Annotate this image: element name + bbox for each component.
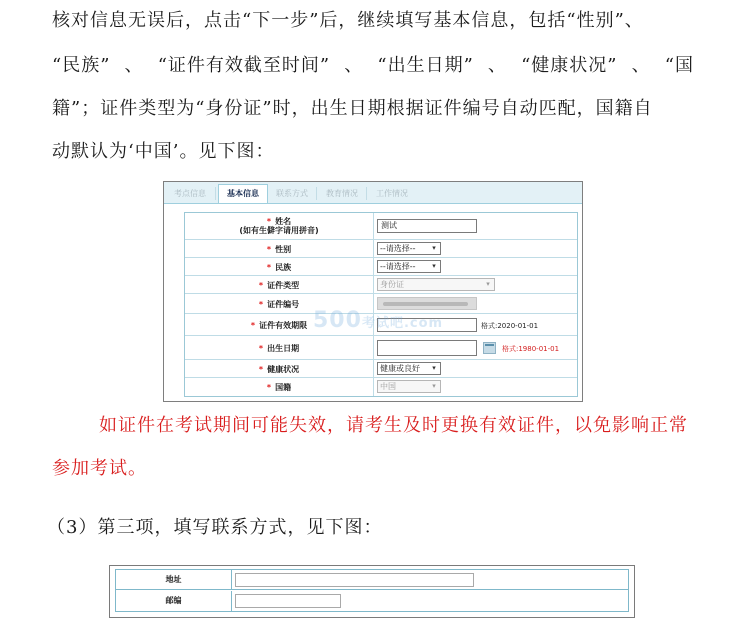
chevron-down-icon: ▾	[432, 364, 436, 372]
ethnicity-select[interactable]	[377, 260, 441, 273]
validity-format-hint: 格式:2020-01-01	[481, 322, 539, 330]
required-mark: *	[266, 383, 272, 392]
paragraph-line	[52, 51, 694, 77]
gender-label	[185, 244, 373, 255]
label-text: 证件类型	[267, 281, 300, 290]
chevron-down-icon: ▾	[432, 382, 436, 390]
text-span: “出生日期”	[377, 55, 474, 76]
label-text: 国籍	[275, 383, 292, 392]
birth-format-hint: 格式:1980-01-01	[502, 345, 560, 353]
tab-bar	[164, 182, 582, 204]
id-type-select[interactable]	[377, 278, 495, 291]
text-span: 、	[487, 55, 507, 76]
text-span: “健康状况”	[521, 55, 618, 76]
name-label	[185, 217, 373, 235]
select-value: 身份证	[380, 280, 404, 289]
label-text: 姓名	[275, 217, 292, 226]
name-input[interactable]: 测试	[377, 219, 477, 233]
tab-education[interactable]: 教育情况	[326, 189, 358, 198]
tab-separator	[316, 187, 317, 200]
paragraph-line: 参加考试。	[52, 458, 147, 479]
tab-contact[interactable]: 联系方式	[276, 189, 308, 198]
health-select[interactable]	[377, 362, 441, 375]
gender-select[interactable]	[377, 242, 441, 255]
text-span: 、	[124, 55, 144, 76]
chevron-down-icon: ▾	[432, 262, 436, 270]
label-subtext: (如有生僻字请用拼音)	[239, 226, 319, 235]
paragraph-instructions	[52, 6, 694, 162]
form-row-name	[185, 213, 577, 240]
birth-date-input[interactable]	[377, 340, 477, 356]
required-mark: *	[266, 263, 272, 272]
postcode-input[interactable]	[235, 594, 341, 608]
health-label	[185, 364, 373, 375]
label-text: 健康状况	[267, 365, 300, 374]
select-value: 中国	[380, 382, 396, 391]
paragraph-step3	[47, 513, 689, 537]
select-value: --请选择--	[380, 262, 416, 271]
form-row-health	[185, 360, 577, 378]
select-value: 健康或良好	[380, 364, 420, 373]
postcode-label: 邮编	[165, 596, 182, 605]
form-row-id-type	[185, 276, 577, 294]
tab-separator	[215, 187, 216, 200]
paragraph-line: 核对信息无误后，点击“下一步”后，继续填写基本信息，包括“性别”、	[52, 10, 644, 31]
label-text: 民族	[275, 263, 292, 272]
form-row-birth-date	[185, 336, 577, 360]
label-text: 出生日期	[267, 344, 300, 353]
column-divider	[231, 591, 232, 611]
chevron-down-icon: ▾	[486, 280, 490, 288]
tab-exam-site[interactable]: 考点信息	[174, 189, 206, 198]
id-type-label	[185, 280, 373, 291]
paragraph-notice	[52, 411, 694, 481]
ethnicity-label	[185, 262, 373, 273]
required-mark: *	[266, 245, 272, 254]
label-text: 证件有效期限	[259, 321, 308, 330]
address-input[interactable]	[235, 573, 474, 587]
required-mark: *	[258, 365, 264, 374]
text-span: 、	[631, 55, 651, 76]
form-row-nationality	[185, 378, 577, 396]
blurred-content	[383, 302, 468, 306]
tab-work[interactable]: 工作情况	[376, 189, 408, 198]
text-span: “国	[664, 55, 694, 76]
paragraph-line: 籍”；证件类型为“身份证”时，出生日期根据证件编号自动匹配，国籍自	[52, 98, 653, 119]
label-text: 性别	[275, 245, 292, 254]
select-value: --请选择--	[380, 244, 416, 253]
basic-info-form	[184, 212, 578, 397]
form-row-address	[116, 570, 628, 590]
paragraph-line: （3）第三项，填写联系方式，见下图：	[47, 517, 383, 538]
address-label: 地址	[165, 575, 182, 584]
chevron-down-icon: ▾	[432, 244, 436, 252]
text-span: “证件有效截至时间”	[157, 55, 331, 76]
form-row-postcode	[116, 591, 628, 611]
required-mark: *	[258, 344, 264, 353]
tab-separator	[366, 187, 367, 200]
tab-basic-info[interactable]: 基本信息	[218, 184, 268, 203]
required-mark: *	[250, 321, 256, 330]
label-text: 证件编号	[267, 300, 300, 309]
required-mark: *	[266, 217, 272, 226]
paragraph-line: 如证件在考试期间可能失效，请考生及时更换有效证件，以免影响正常	[99, 415, 688, 436]
contact-form-screenshot	[109, 565, 635, 618]
form-row-ethnicity	[185, 258, 577, 276]
birth-date-label	[185, 343, 373, 354]
watermark-text: 考试吧.com	[361, 316, 444, 331]
nationality-label	[185, 382, 373, 393]
watermark-logo	[313, 308, 443, 333]
watermark-number: 500	[313, 308, 362, 333]
column-divider	[231, 570, 232, 590]
text-span: “民族”	[52, 55, 111, 76]
calendar-icon[interactable]	[483, 342, 496, 354]
nationality-select[interactable]	[377, 380, 441, 393]
contact-form	[115, 569, 629, 612]
text-span: 、	[344, 55, 364, 76]
form-row-gender	[185, 240, 577, 258]
required-mark: *	[258, 281, 264, 290]
paragraph-line: 动默认为‘中国’。见下图：	[52, 141, 275, 162]
required-mark: *	[258, 300, 264, 309]
basic-info-form-screenshot	[163, 181, 583, 402]
